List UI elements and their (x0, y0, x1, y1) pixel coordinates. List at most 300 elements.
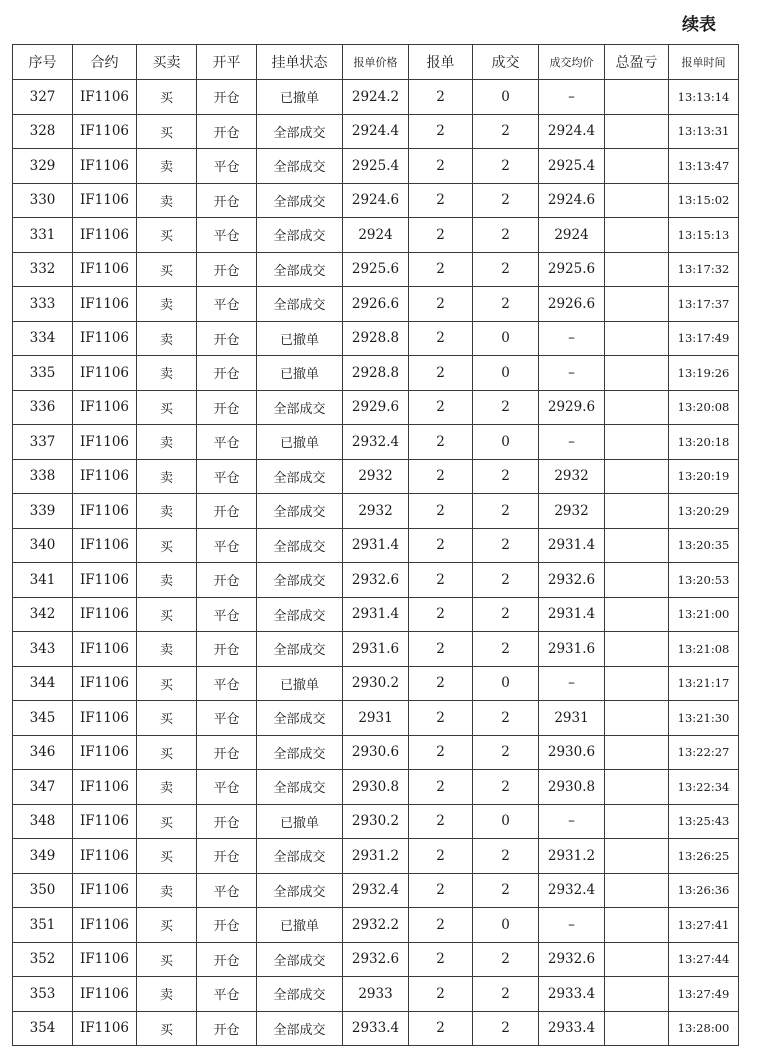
cell-order-price: 2931.4 (343, 528, 409, 563)
cell-seq: 345 (13, 701, 73, 736)
cell-open-close: 平仓 (197, 425, 257, 460)
header-order-qty: 报单 (409, 45, 473, 80)
cell-status: 全部成交 (257, 770, 343, 805)
table-row (13, 839, 739, 874)
cell-order-price: 2931.2 (343, 839, 409, 874)
cell-order-price: 2931.4 (343, 597, 409, 632)
cell-avg-price: 2925.6 (539, 252, 605, 287)
cell-filled-qty: 2 (473, 632, 539, 667)
cell-side: 买 (137, 735, 197, 770)
cell-side: 卖 (137, 149, 197, 184)
cell-order-price: 2931 (343, 701, 409, 736)
cell-side: 买 (137, 804, 197, 839)
cell-open-close: 平仓 (197, 597, 257, 632)
cell-open-close: 开仓 (197, 735, 257, 770)
cell-seq: 346 (13, 735, 73, 770)
cell-order-price: 2930.2 (343, 666, 409, 701)
cell-avg-price: 2931.4 (539, 528, 605, 563)
cell-total-pnl (605, 528, 669, 563)
cell-open-close: 平仓 (197, 287, 257, 322)
cell-order-qty: 2 (409, 873, 473, 908)
cell-order-qty: 2 (409, 977, 473, 1012)
cell-avg-price: 2931.2 (539, 839, 605, 874)
cell-filled-qty: 0 (473, 666, 539, 701)
cell-contract: IF1106 (73, 597, 137, 632)
cell-status: 已撤单 (257, 80, 343, 115)
cell-avg-price: 2931.6 (539, 632, 605, 667)
cell-open-close: 开仓 (197, 114, 257, 149)
cell-avg-price: 2930.6 (539, 735, 605, 770)
cell-order-price: 2931.6 (343, 632, 409, 667)
cell-avg-price: 2924.4 (539, 114, 605, 149)
cell-open-close: 平仓 (197, 770, 257, 805)
table-row (13, 908, 739, 943)
cell-side: 买 (137, 666, 197, 701)
cell-side: 买 (137, 1011, 197, 1046)
header-seq: 序号 (13, 45, 73, 80)
cell-open-close: 开仓 (197, 80, 257, 115)
cell-order-qty: 2 (409, 839, 473, 874)
cell-side: 买 (137, 942, 197, 977)
cell-order-price: 2932.2 (343, 908, 409, 943)
table-row (13, 632, 739, 667)
cell-total-pnl (605, 494, 669, 529)
cell-order-price: 2929.6 (343, 390, 409, 425)
cell-filled-qty: 2 (473, 942, 539, 977)
cell-seq: 334 (13, 321, 73, 356)
cell-contract: IF1106 (73, 528, 137, 563)
cell-seq: 342 (13, 597, 73, 632)
cell-contract: IF1106 (73, 666, 137, 701)
cell-order-time: 13:17:32 (669, 252, 739, 287)
cell-order-time: 13:21:30 (669, 701, 739, 736)
cell-status: 全部成交 (257, 252, 343, 287)
cell-avg-price: 2924 (539, 218, 605, 253)
cell-side: 买 (137, 218, 197, 253)
cell-order-qty: 2 (409, 597, 473, 632)
cell-side: 买 (137, 390, 197, 425)
cell-status: 全部成交 (257, 528, 343, 563)
cell-avg-price: 2929.6 (539, 390, 605, 425)
cell-total-pnl (605, 390, 669, 425)
cell-order-qty: 2 (409, 942, 473, 977)
cell-open-close: 开仓 (197, 632, 257, 667)
cell-open-close: 开仓 (197, 908, 257, 943)
cell-seq: 331 (13, 218, 73, 253)
cell-total-pnl (605, 804, 669, 839)
cell-order-time: 13:20:35 (669, 528, 739, 563)
cell-open-close: 开仓 (197, 942, 257, 977)
cell-total-pnl (605, 321, 669, 356)
table-row (13, 701, 739, 736)
cell-contract: IF1106 (73, 873, 137, 908)
cell-avg-price: 2933.4 (539, 977, 605, 1012)
cell-filled-qty: 2 (473, 390, 539, 425)
cell-open-close: 开仓 (197, 356, 257, 391)
cell-status: 全部成交 (257, 977, 343, 1012)
cell-order-qty: 2 (409, 701, 473, 736)
cell-contract: IF1106 (73, 149, 137, 184)
table-row (13, 494, 739, 529)
table-row (13, 80, 739, 115)
cell-status: 已撤单 (257, 666, 343, 701)
cell-total-pnl (605, 114, 669, 149)
cell-contract: IF1106 (73, 183, 137, 218)
cell-avg-price: – (539, 908, 605, 943)
cell-side: 卖 (137, 321, 197, 356)
header-order-time: 报单时间 (669, 45, 739, 80)
cell-filled-qty: 2 (473, 1011, 539, 1046)
cell-open-close: 开仓 (197, 321, 257, 356)
cell-seq: 354 (13, 1011, 73, 1046)
header-contract: 合约 (73, 45, 137, 80)
table-row (13, 425, 739, 460)
cell-avg-price: 2924.6 (539, 183, 605, 218)
cell-total-pnl (605, 632, 669, 667)
cell-total-pnl (605, 149, 669, 184)
cell-avg-price: 2931.4 (539, 597, 605, 632)
cell-order-qty: 2 (409, 770, 473, 805)
cell-filled-qty: 2 (473, 183, 539, 218)
cell-total-pnl (605, 701, 669, 736)
table-row (13, 459, 739, 494)
cell-order-price: 2928.8 (343, 356, 409, 391)
cell-filled-qty: 2 (473, 494, 539, 529)
cell-total-pnl (605, 977, 669, 1012)
cell-order-price: 2930.2 (343, 804, 409, 839)
cell-seq: 329 (13, 149, 73, 184)
cell-filled-qty: 2 (473, 218, 539, 253)
cell-contract: IF1106 (73, 977, 137, 1012)
cell-total-pnl (605, 839, 669, 874)
cell-contract: IF1106 (73, 356, 137, 391)
cell-total-pnl (605, 287, 669, 322)
table-row (13, 390, 739, 425)
cell-contract: IF1106 (73, 770, 137, 805)
cell-side: 卖 (137, 977, 197, 1012)
cell-filled-qty: 2 (473, 252, 539, 287)
cell-order-qty: 2 (409, 425, 473, 460)
cell-seq: 350 (13, 873, 73, 908)
cell-open-close: 平仓 (197, 977, 257, 1012)
cell-order-time: 13:17:37 (669, 287, 739, 322)
cell-order-time: 13:15:13 (669, 218, 739, 253)
cell-order-qty: 2 (409, 321, 473, 356)
cell-order-qty: 2 (409, 494, 473, 529)
cell-filled-qty: 2 (473, 528, 539, 563)
cell-order-time: 13:15:02 (669, 183, 739, 218)
cell-status: 全部成交 (257, 942, 343, 977)
table-row (13, 666, 739, 701)
cell-order-qty: 2 (409, 80, 473, 115)
cell-order-qty: 2 (409, 183, 473, 218)
cell-side: 买 (137, 839, 197, 874)
cell-status: 已撤单 (257, 356, 343, 391)
cell-total-pnl (605, 597, 669, 632)
cell-contract: IF1106 (73, 563, 137, 598)
cell-contract: IF1106 (73, 321, 137, 356)
cell-filled-qty: 0 (473, 908, 539, 943)
cell-seq: 327 (13, 80, 73, 115)
cell-total-pnl (605, 252, 669, 287)
cell-seq: 330 (13, 183, 73, 218)
cell-open-close: 平仓 (197, 873, 257, 908)
cell-contract: IF1106 (73, 735, 137, 770)
cell-order-time: 13:21:17 (669, 666, 739, 701)
cell-total-pnl (605, 80, 669, 115)
cell-side: 买 (137, 114, 197, 149)
cell-open-close: 开仓 (197, 839, 257, 874)
cell-status: 全部成交 (257, 701, 343, 736)
table-row (13, 804, 739, 839)
cell-avg-price: 2930.8 (539, 770, 605, 805)
cell-seq: 333 (13, 287, 73, 322)
cell-contract: IF1106 (73, 632, 137, 667)
cell-order-time: 13:20:29 (669, 494, 739, 529)
cell-side: 买 (137, 701, 197, 736)
cell-avg-price: – (539, 425, 605, 460)
cell-avg-price: – (539, 356, 605, 391)
cell-side: 卖 (137, 183, 197, 218)
cell-order-time: 13:21:08 (669, 632, 739, 667)
cell-status: 全部成交 (257, 1011, 343, 1046)
cell-status: 全部成交 (257, 563, 343, 598)
cell-order-price: 2924.2 (343, 80, 409, 115)
cell-order-price: 2932.4 (343, 425, 409, 460)
cell-seq: 344 (13, 666, 73, 701)
cell-contract: IF1106 (73, 1011, 137, 1046)
cell-order-time: 13:27:41 (669, 908, 739, 943)
cell-contract: IF1106 (73, 390, 137, 425)
cell-status: 全部成交 (257, 287, 343, 322)
cell-contract: IF1106 (73, 459, 137, 494)
cell-order-qty: 2 (409, 908, 473, 943)
cell-filled-qty: 2 (473, 735, 539, 770)
table-row (13, 114, 739, 149)
cell-open-close: 平仓 (197, 666, 257, 701)
cell-side: 卖 (137, 356, 197, 391)
cell-status: 已撤单 (257, 908, 343, 943)
table-row (13, 287, 739, 322)
cell-filled-qty: 2 (473, 977, 539, 1012)
cell-side: 买 (137, 908, 197, 943)
cell-order-time: 13:27:44 (669, 942, 739, 977)
cell-seq: 352 (13, 942, 73, 977)
cell-order-time: 13:13:47 (669, 149, 739, 184)
cell-order-price: 2932.6 (343, 942, 409, 977)
cell-total-pnl (605, 218, 669, 253)
cell-order-qty: 2 (409, 114, 473, 149)
cell-open-close: 开仓 (197, 390, 257, 425)
cell-side: 卖 (137, 287, 197, 322)
table-row (13, 356, 739, 391)
cell-filled-qty: 2 (473, 114, 539, 149)
cell-filled-qty: 2 (473, 873, 539, 908)
table-row (13, 321, 739, 356)
cell-order-price: 2933.4 (343, 1011, 409, 1046)
cell-contract: IF1106 (73, 114, 137, 149)
cell-status: 已撤单 (257, 804, 343, 839)
cell-order-time: 13:20:18 (669, 425, 739, 460)
table-row (13, 1011, 739, 1046)
trade-record-table (12, 44, 739, 1046)
cell-side: 卖 (137, 770, 197, 805)
cell-seq: 341 (13, 563, 73, 598)
cell-order-price: 2932 (343, 459, 409, 494)
cell-side: 买 (137, 528, 197, 563)
cell-avg-price: 2931 (539, 701, 605, 736)
cell-order-qty: 2 (409, 218, 473, 253)
cell-order-time: 13:19:26 (669, 356, 739, 391)
cell-avg-price: 2926.6 (539, 287, 605, 322)
cell-order-time: 13:27:49 (669, 977, 739, 1012)
header-total-pnl: 总盈亏 (605, 45, 669, 80)
cell-total-pnl (605, 735, 669, 770)
cell-order-qty: 2 (409, 632, 473, 667)
cell-avg-price: 2932.6 (539, 563, 605, 598)
cell-order-qty: 2 (409, 528, 473, 563)
cell-order-price: 2930.6 (343, 735, 409, 770)
cell-total-pnl (605, 1011, 669, 1046)
table-row (13, 563, 739, 598)
cell-contract: IF1106 (73, 942, 137, 977)
cell-open-close: 平仓 (197, 528, 257, 563)
cell-order-price: 2924.6 (343, 183, 409, 218)
cell-order-price: 2928.8 (343, 321, 409, 356)
cell-status: 全部成交 (257, 114, 343, 149)
cell-order-time: 13:20:19 (669, 459, 739, 494)
cell-seq: 337 (13, 425, 73, 460)
cell-side: 卖 (137, 459, 197, 494)
cell-avg-price: 2925.4 (539, 149, 605, 184)
cell-order-qty: 2 (409, 563, 473, 598)
table-body (13, 80, 739, 1046)
cell-avg-price: – (539, 80, 605, 115)
cell-seq: 347 (13, 770, 73, 805)
cell-status: 全部成交 (257, 873, 343, 908)
cell-side: 卖 (137, 632, 197, 667)
cell-order-time: 13:22:34 (669, 770, 739, 805)
cell-contract: IF1106 (73, 839, 137, 874)
cell-filled-qty: 0 (473, 80, 539, 115)
cell-order-time: 13:13:14 (669, 80, 739, 115)
cell-order-time: 13:26:25 (669, 839, 739, 874)
cell-total-pnl (605, 183, 669, 218)
cell-status: 全部成交 (257, 597, 343, 632)
cell-order-time: 13:25:43 (669, 804, 739, 839)
cell-order-price: 2932 (343, 494, 409, 529)
cell-status: 已撤单 (257, 321, 343, 356)
cell-order-qty: 2 (409, 804, 473, 839)
cell-contract: IF1106 (73, 218, 137, 253)
table-row (13, 597, 739, 632)
cell-filled-qty: 2 (473, 149, 539, 184)
header-avg-price: 成交均价 (539, 45, 605, 80)
cell-filled-qty: 2 (473, 701, 539, 736)
cell-side: 卖 (137, 563, 197, 598)
cell-order-qty: 2 (409, 149, 473, 184)
table-row (13, 218, 739, 253)
cell-filled-qty: 2 (473, 287, 539, 322)
cell-seq: 340 (13, 528, 73, 563)
cell-seq: 353 (13, 977, 73, 1012)
cell-order-price: 2925.4 (343, 149, 409, 184)
table-row (13, 252, 739, 287)
cell-order-price: 2932.6 (343, 563, 409, 598)
cell-order-price: 2924.4 (343, 114, 409, 149)
cell-open-close: 开仓 (197, 1011, 257, 1046)
cell-filled-qty: 0 (473, 804, 539, 839)
cell-total-pnl (605, 459, 669, 494)
cell-order-price: 2933 (343, 977, 409, 1012)
cell-filled-qty: 2 (473, 597, 539, 632)
cell-open-close: 平仓 (197, 459, 257, 494)
header-filled-qty: 成交 (473, 45, 539, 80)
cell-side: 卖 (137, 494, 197, 529)
cell-seq: 351 (13, 908, 73, 943)
cell-filled-qty: 2 (473, 839, 539, 874)
cell-order-price: 2925.6 (343, 252, 409, 287)
cell-filled-qty: 0 (473, 356, 539, 391)
cell-order-qty: 2 (409, 390, 473, 425)
cell-filled-qty: 2 (473, 563, 539, 598)
cell-filled-qty: 2 (473, 770, 539, 805)
cell-order-qty: 2 (409, 356, 473, 391)
cell-side: 卖 (137, 425, 197, 460)
cell-contract: IF1106 (73, 494, 137, 529)
header-status: 挂单状态 (257, 45, 343, 80)
cell-avg-price: – (539, 321, 605, 356)
cell-seq: 335 (13, 356, 73, 391)
cell-contract: IF1106 (73, 252, 137, 287)
cell-seq: 343 (13, 632, 73, 667)
cell-filled-qty: 0 (473, 321, 539, 356)
cell-side: 买 (137, 80, 197, 115)
cell-contract: IF1106 (73, 701, 137, 736)
cell-avg-price: 2932 (539, 459, 605, 494)
cell-contract: IF1106 (73, 287, 137, 322)
cell-order-time: 13:20:53 (669, 563, 739, 598)
cell-open-close: 开仓 (197, 804, 257, 839)
cell-avg-price: 2932 (539, 494, 605, 529)
table-row (13, 149, 739, 184)
cell-avg-price: 2933.4 (539, 1011, 605, 1046)
cell-total-pnl (605, 425, 669, 460)
header-open-close: 开平 (197, 45, 257, 80)
cell-seq: 332 (13, 252, 73, 287)
cell-order-price: 2932.4 (343, 873, 409, 908)
cell-status: 全部成交 (257, 494, 343, 529)
continued-label: 续表 (682, 15, 716, 35)
cell-order-qty: 2 (409, 666, 473, 701)
cell-order-qty: 2 (409, 1011, 473, 1046)
table-row (13, 183, 739, 218)
cell-side: 买 (137, 597, 197, 632)
cell-status: 全部成交 (257, 149, 343, 184)
cell-contract: IF1106 (73, 425, 137, 460)
cell-total-pnl (605, 356, 669, 391)
cell-side: 买 (137, 252, 197, 287)
table-row (13, 770, 739, 805)
cell-status: 已撤单 (257, 425, 343, 460)
table-row (13, 977, 739, 1012)
cell-total-pnl (605, 770, 669, 805)
cell-order-time: 13:13:31 (669, 114, 739, 149)
cell-order-time: 13:17:49 (669, 321, 739, 356)
table-row (13, 873, 739, 908)
cell-open-close: 开仓 (197, 252, 257, 287)
cell-status: 全部成交 (257, 218, 343, 253)
